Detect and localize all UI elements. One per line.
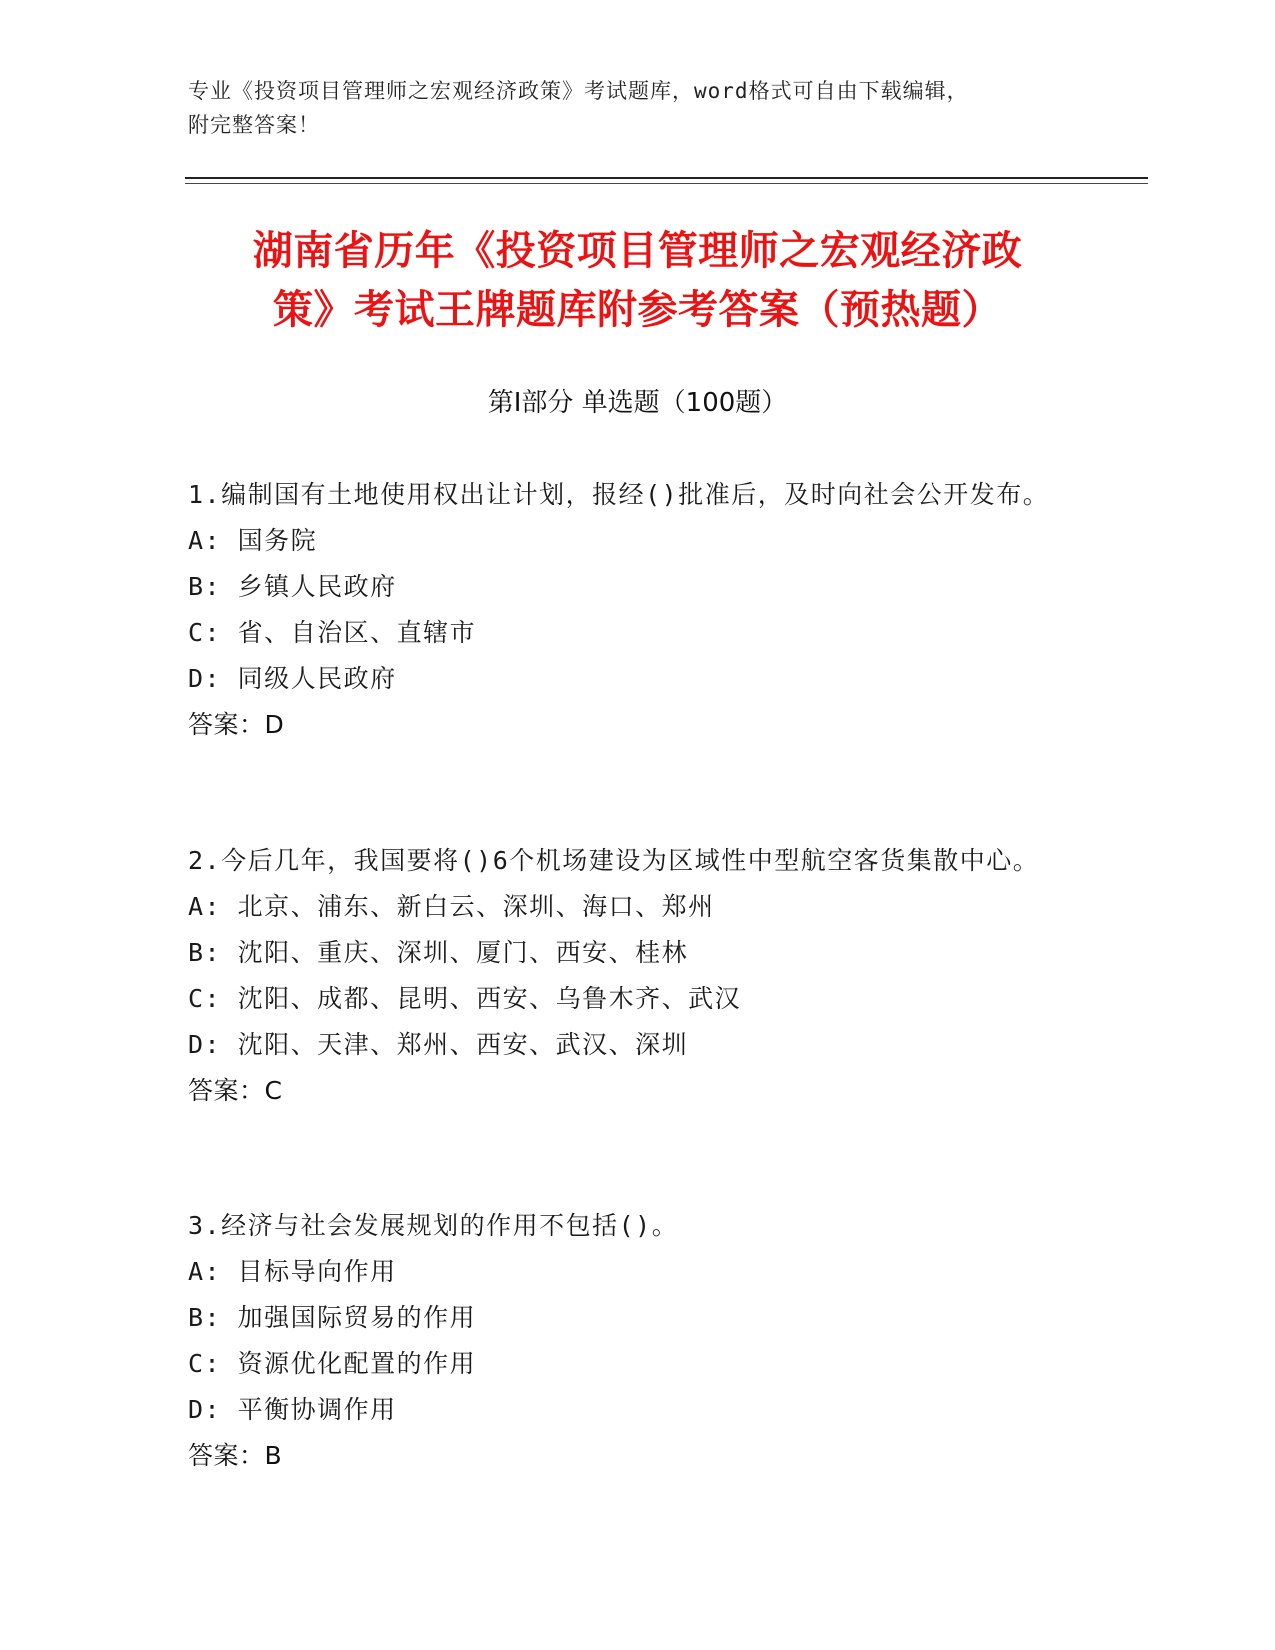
option-d: D: 沈阳、天津、郑州、西安、武汉、深圳 [188, 1030, 689, 1059]
question-stem: 3.经济与社会发展规划的作用不包括()。 [188, 1211, 679, 1240]
option-b: B: 沈阳、重庆、深圳、厦门、西安、桂林 [188, 938, 689, 967]
question-stem: 2.今后几年，我国要将()6个机场建设为区域性中型航空客货集散中心。 [188, 846, 1040, 875]
option-b: B: 乡镇人民政府 [188, 572, 397, 601]
option-a: A: 国务院 [188, 526, 318, 555]
option-a: A: 目标导向作用 [188, 1257, 397, 1286]
option-c: C: 资源优化配置的作用 [188, 1349, 477, 1378]
document-title-line-1: 湖南省历年《投资项目管理师之宏观经济政 [252, 228, 1023, 274]
answer-label: 答案：C [188, 1076, 283, 1105]
document-title-line-2: 策》考试王牌题库附参考答案（预热题） [273, 287, 1002, 333]
option-c: C: 省、自治区、直辖市 [188, 618, 477, 647]
question-block [188, 838, 1088, 1114]
option-a: A: 北京、浦东、新白云、深圳、海口、郑州 [188, 892, 715, 921]
option-c: C: 沈阳、成都、昆明、西安、乌鲁木齐、武汉 [188, 984, 742, 1013]
document-title [130, 222, 1145, 340]
header-note-line-2: 附完整答案！ [188, 113, 320, 137]
header-note [188, 74, 1088, 142]
answer-label: 答案：D [188, 710, 285, 739]
header-note-line-1: 专业《投资项目管理师之宏观经济政策》考试题库，word格式可自由下载编辑， [188, 79, 969, 103]
answer-label: 答案：B [188, 1441, 283, 1470]
question-block [188, 472, 1088, 748]
header-divider-thin [185, 183, 1148, 184]
question-block [188, 1203, 1088, 1479]
section-heading: 第Ⅰ部分 单选题（100题） [487, 388, 788, 418]
option-b: B: 加强国际贸易的作用 [188, 1303, 477, 1332]
question-stem: 1.编制国有土地使用权出让计划，报经()批准后，及时向社会公开发布。 [188, 480, 1050, 509]
header-divider-thick [185, 177, 1148, 179]
option-d: D: 同级人民政府 [188, 664, 397, 693]
option-d: D: 平衡协调作用 [188, 1395, 397, 1424]
